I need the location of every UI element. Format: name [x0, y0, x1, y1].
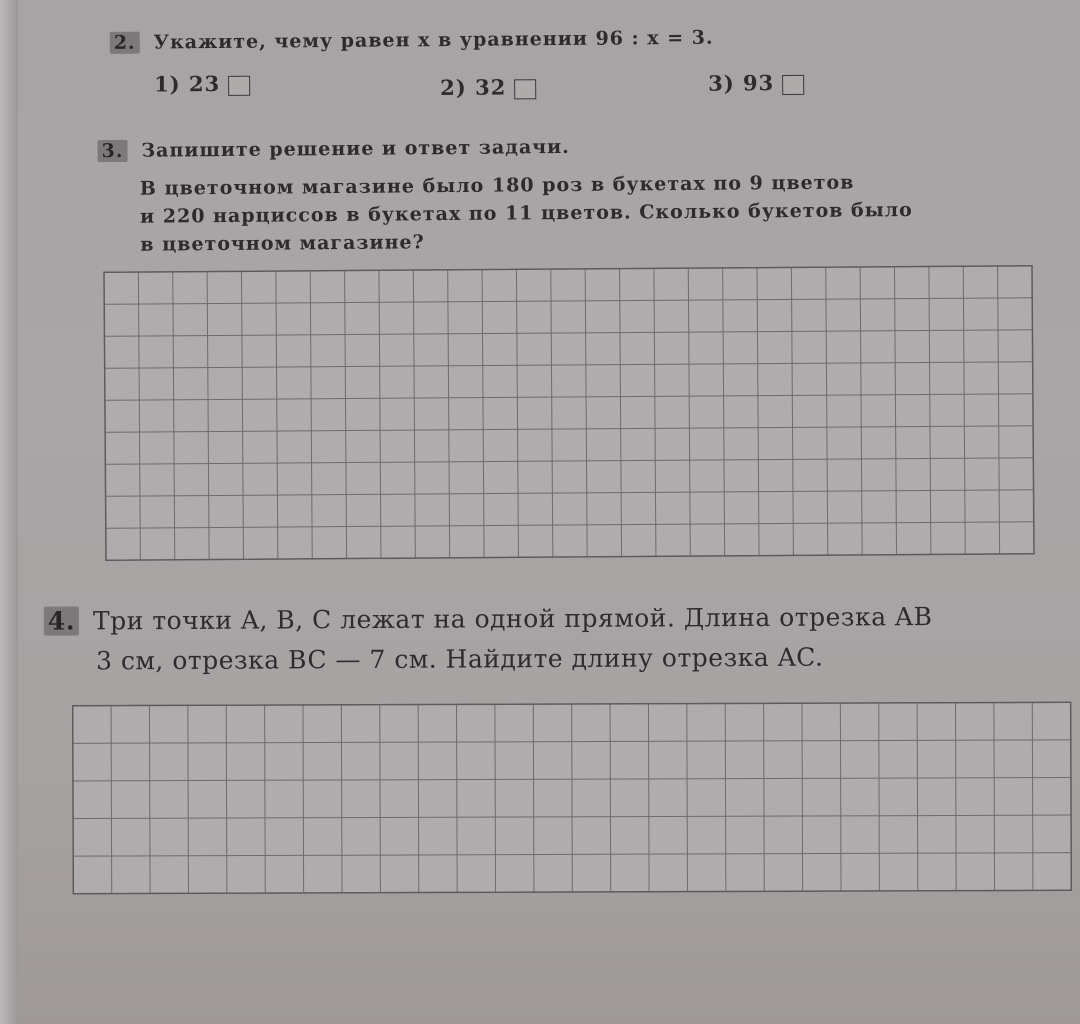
option-2[interactable]: 2) 32 — [440, 74, 536, 100]
page-shadow — [0, 0, 18, 1024]
option-3[interactable]: 3) 93 — [708, 70, 804, 96]
task-4-text-line-1: Три точки A, B, C лежат на одной прямой. Длина отрезка AB — [92, 602, 933, 636]
task-4-text-line-2: 3 см, отрезка BC — 7 см. Найдите длину отрезка AC. — [96, 642, 824, 676]
task-3-text-line-1: В цветочном магазине было 180 роз в букетах по 9 цветов — [139, 171, 855, 200]
task-4 — [44, 601, 1064, 686]
task-2-number: 2. — [110, 32, 140, 54]
option-1[interactable]: 1) 23 — [154, 71, 250, 97]
task-2-question: Укажите, чему равен x в уравнении 96 : x = 3. — [153, 26, 714, 54]
option-2-checkbox[interactable] — [514, 79, 536, 99]
option-3-checkbox[interactable] — [782, 74, 804, 94]
task-3-number: 3. — [97, 140, 127, 162]
task-4-number: 4. — [44, 606, 79, 635]
task-3-text-line-3: в цветочном магазине? — [140, 231, 425, 256]
task-3 — [97, 132, 1038, 270]
task-3-text-line-2: и 220 нарциссов в букетах по 11 цветов. Сколько букетов было — [140, 198, 913, 228]
option-1-checkbox[interactable] — [228, 75, 250, 95]
answer-grid-task-3[interactable] — [103, 265, 1035, 561]
task-3-instruction: Запишите решение и ответ задачи. — [141, 135, 570, 162]
worksheet-page — [18, 0, 1080, 1024]
answer-grid-task-4[interactable] — [72, 701, 1073, 894]
task-2 — [110, 24, 1011, 112]
